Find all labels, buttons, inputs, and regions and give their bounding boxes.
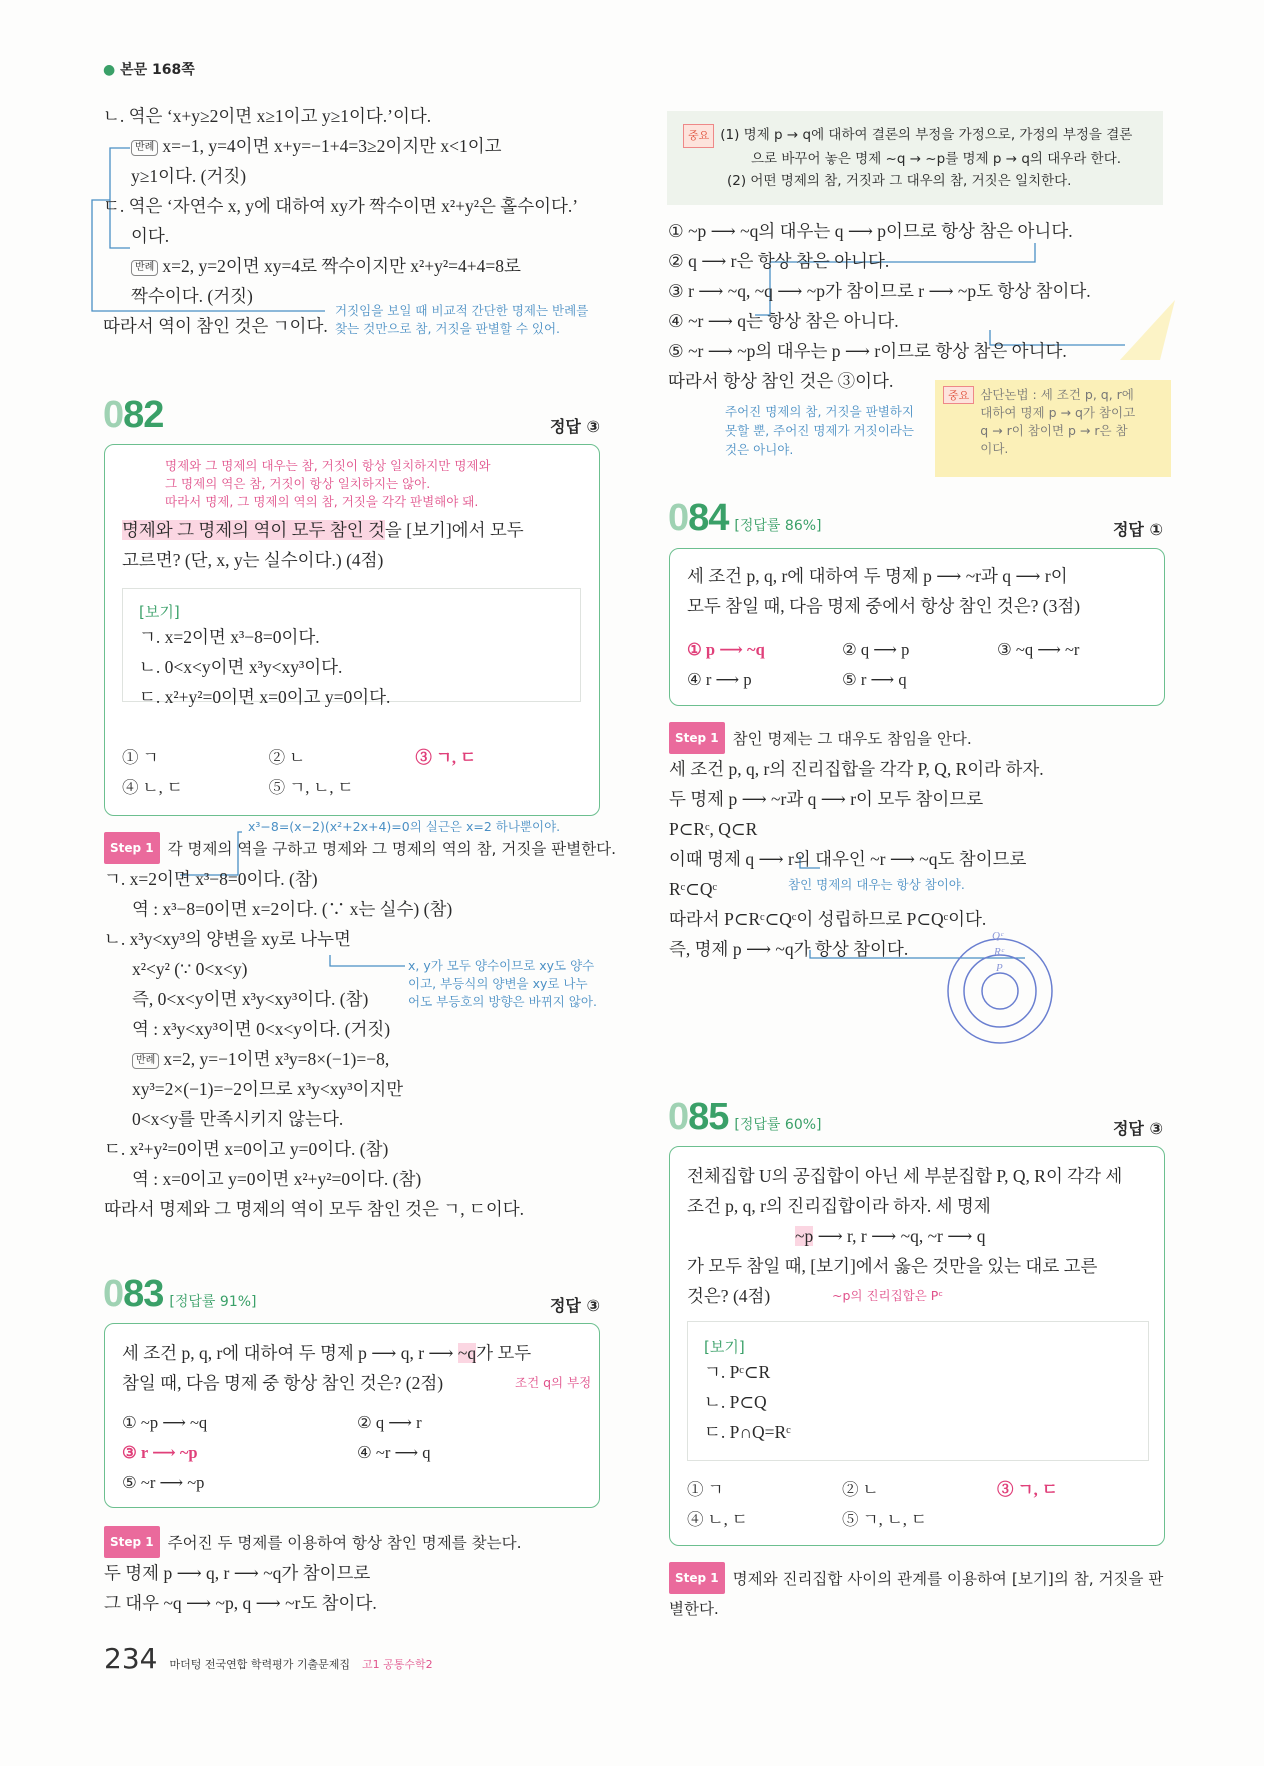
text: 85 — [688, 1096, 729, 1138]
side-note — [408, 957, 597, 1011]
question-text: 참일 때, 다음 명제 중 항상 참인 것은? (2점) — [122, 1373, 444, 1393]
conclusion: 즉, 명제 p ⟶ ~q가 항상 참이다. — [669, 939, 909, 959]
solution-line: 이때 명제 q ⟶ r의 대우인 ~r ⟶ ~q도 참이므로 — [669, 849, 1027, 869]
choice-4[interactable]: ④ ~r ⟶ q — [357, 1443, 431, 1462]
solution-082-cont — [668, 216, 1091, 396]
pink-note: ~p의 진리집합은 Pᶜ — [832, 1288, 943, 1303]
bogi-item: ㄱ. Pᶜ⊂R — [704, 1362, 771, 1382]
choice-5[interactable]: ⑤ r ⟶ q — [842, 670, 907, 689]
text: (1) 명제 p → q에 대하여 결론의 부정을 가정으로, 가정의 부정을 결론 — [720, 127, 1133, 143]
choice-1[interactable]: ① ㄱ — [122, 748, 159, 767]
bogi-box — [122, 588, 581, 707]
choice-1[interactable]: ① ㄱ — [687, 1480, 724, 1499]
text: ~p — [795, 1226, 814, 1246]
text: 따라서 명제, 그 명제의 역의 참, 거짓을 각각 판별해야 돼. — [165, 494, 479, 509]
problem-number — [668, 497, 728, 539]
text: 0 — [103, 394, 124, 436]
pink-note: 조건 q의 부정 — [515, 1375, 592, 1390]
bogi-title: [보기] — [139, 603, 180, 621]
counterexample-tag: 반례 — [131, 260, 158, 276]
problem-083-header — [103, 1273, 600, 1316]
problem-082-box — [104, 444, 600, 816]
bogi-item: ㄴ. 0<x<y이면 x³y<xy³이다. — [139, 657, 343, 677]
choice-3-checked[interactable]: ③ r ⟶ ~p — [122, 1443, 198, 1462]
step-1 — [104, 1526, 522, 1558]
ref-text: 본문 168쪽 — [120, 62, 195, 78]
solution-line: 역 : x=0이고 y=0이면 x²+y²=0이다. (참) — [132, 1169, 422, 1189]
note-line: 거짓임을 보일 때 비교적 간단한 명제는 반례를 — [335, 303, 589, 318]
solution-line: xy³=2×(−1)=−2이므로 x³y<xy³이지만 — [132, 1079, 404, 1099]
question-text: 조건 p, q, r의 진리집합이라 하자. 세 명제 — [687, 1196, 991, 1216]
choice-3-checked[interactable]: ③ ㄱ, ㄷ — [997, 1480, 1058, 1499]
solution-line: 그 대우 ~q ⟶ ~p, q ⟶ ~r도 참이다. — [104, 1593, 377, 1613]
solution-line: 두 명제 p ⟶ ~r과 q ⟶ r이 모두 참이므로 — [669, 789, 984, 809]
step-text: 참인 명제는 그 대우도 참임을 안다. — [732, 730, 972, 748]
text: q → r이 참이면 p → r은 참 — [980, 423, 1128, 438]
question-text — [122, 1338, 531, 1368]
solution-line: 역 : x³−8=0이면 x=2이다. (∵ x는 실수) (참) — [132, 899, 453, 919]
bogi-item: ㄷ. x²+y²=0이면 x=0이고 y=0이다. — [139, 687, 391, 707]
problem-083-box — [104, 1323, 600, 1508]
bogi-title: [보기] — [704, 1338, 745, 1356]
bogi-box — [687, 1321, 1149, 1461]
text: ~q — [457, 1343, 477, 1363]
text: (2) 어떤 명제의 참, 거짓과 그 대우의 참, 거짓은 일치한다. — [727, 173, 1072, 189]
conclusion: 따라서 항상 참인 것은 ③이다. — [668, 371, 894, 391]
step-text: 명제와 진리집합 사이의 관계를 이용하여 [보기]의 참, 거짓을 판 — [732, 1570, 1164, 1588]
choice-5[interactable]: ⑤ ~r ⟶ ~p — [122, 1473, 205, 1492]
text: 0 — [668, 1096, 689, 1138]
conclusion: 따라서 명제와 그 명제의 역이 모두 참인 것은 ㄱ, ㄷ이다. — [104, 1199, 525, 1219]
question-text: 것은? (4점) — [687, 1286, 771, 1306]
choices — [687, 635, 1152, 695]
text: 84 — [688, 497, 729, 539]
circle-icon: ● — [103, 62, 116, 78]
solution-line: 짝수이다. (거짓) — [131, 286, 253, 306]
solution-082 — [104, 864, 524, 1224]
important-tag: 중요 — [683, 124, 714, 148]
question-text: 가 모두 참일 때, [보기]에서 옳은 것만을 있는 대로 고른 — [687, 1256, 1098, 1276]
page-footer — [104, 1642, 433, 1675]
bogi-item: ㄷ. P∩Q=Rᶜ — [704, 1422, 791, 1442]
choice-3[interactable]: ③ ~q ⟶ ~r — [997, 640, 1080, 659]
bogi-item: ㄴ. P⊂Q — [704, 1392, 767, 1412]
problem-082-header — [103, 394, 600, 437]
solution-line: P⊂Rᶜ, Q⊂R — [669, 819, 758, 839]
choice-1[interactable]: ① ~p ⟶ ~q — [122, 1413, 208, 1432]
counterexample-tag: 반례 — [132, 1053, 159, 1069]
choices — [687, 1475, 1152, 1535]
pink-note — [165, 457, 491, 511]
choice-4[interactable]: ④ ㄴ, ㄷ — [687, 1510, 748, 1529]
choices — [122, 743, 562, 803]
text: 이고, 부등식의 양변을 xy로 나누 — [408, 976, 588, 991]
solution-line: ㄱ. x=2이면 x³−8=0이다. (참) — [104, 869, 318, 889]
note-line: 찾는 것만으로 참, 거짓을 판별할 수 있어. — [335, 321, 560, 336]
label-rc: Rᶜ — [994, 946, 1004, 958]
set-diagram — [940, 925, 1060, 1050]
text: 가 모두 — [476, 1343, 532, 1363]
answer-label: 정답 ③ — [1112, 1119, 1163, 1138]
problem-number — [103, 394, 163, 437]
choice-1-checked[interactable]: ① p ⟶ ~q — [687, 640, 765, 659]
text: 주어진 명제의 참, 거짓을 판별하지 — [725, 404, 914, 419]
choice-2[interactable]: ② q ⟶ p — [842, 640, 910, 659]
solution-line: ③ r ⟶ ~q, ~q ⟶ ~p가 참이므로 r ⟶ ~p도 항상 참이다. — [668, 281, 1091, 301]
text: 어도 부등호의 방향은 바뀌지 않아. — [408, 994, 597, 1009]
choice-2[interactable]: ② ㄴ — [842, 1480, 879, 1499]
solution-line: 세 조건 p, q, r의 진리집합을 각각 P, Q, R이라 하자. — [669, 759, 1044, 779]
page-reference — [103, 59, 195, 79]
question-text: 모두 참일 때, 다음 명제 중에서 항상 참인 것은? (3점) — [687, 596, 1081, 616]
text: 이다. — [980, 441, 1009, 456]
text: x=2, y=−1이면 x³y=8×(−1)=−8, — [163, 1049, 390, 1069]
solution-line: Rᶜ⊂Qᶜ — [669, 879, 717, 899]
text: 세 조건 p, q, r에 대하여 두 명제 p ⟶ q, r ⟶ — [122, 1343, 458, 1363]
problem-number — [668, 1096, 728, 1138]
step-1 — [669, 1562, 1163, 1624]
text: 것은 아니야. — [725, 442, 794, 457]
solution-line: 즉, 0<x<y이면 x³y<xy³이다. (참) — [132, 989, 369, 1009]
question-text — [122, 515, 524, 545]
correct-rate: [정답률 91%] — [169, 1294, 257, 1310]
choice-5[interactable]: ⑤ ㄱ, ㄴ, ㄷ — [842, 1510, 927, 1529]
counterexample-tag: 반례 — [131, 140, 158, 156]
text: 82 — [123, 394, 164, 436]
step-1 — [104, 832, 616, 864]
conclusion: 따라서 역이 참인 것은 ㄱ이다. — [103, 316, 328, 336]
side-note — [335, 302, 588, 338]
step-1 — [669, 722, 972, 754]
text: 삼단논법 : 세 조건 p, q, r에 — [980, 387, 1134, 402]
book-title: 마더텅 전국연합 학력평가 기출문제집 — [169, 1658, 350, 1671]
problem-085-header — [668, 1096, 1163, 1139]
text: 을 [보기]에서 모두 — [384, 520, 524, 540]
correct-rate: [정답률 86%] — [734, 518, 822, 534]
solution-line: 역 : x³y<xy³이면 0<x<y이다. (거짓) — [132, 1019, 391, 1039]
page-number: 234 — [104, 1642, 158, 1675]
step-badge: Step 1 — [669, 722, 725, 754]
step-badge: Step 1 — [104, 1526, 160, 1558]
answer-label: 정답 ③ — [549, 417, 600, 436]
text: 으로 바꾸어 놓은 명제 ~q → ~p를 명제 p → q의 대우라 한다. — [751, 151, 1122, 167]
solution-line: ㄴ. 역은 ‘x+y≥2이면 x≥1이고 y≥1이다.’이다. — [103, 106, 432, 126]
solution-line: x=−1, y=4이면 x+y=−1+4=3≥2이지만 x<1이고 — [162, 136, 502, 156]
solution-line: ① ~p ⟶ ~q의 대우는 q ⟶ p이므로 항상 참은 아니다. — [668, 221, 1073, 241]
solution-line: x²<y² (∵ 0<x<y) — [132, 959, 248, 979]
text: 0 — [103, 1273, 124, 1315]
important-tag: 중요 — [943, 386, 974, 404]
question-text: 고르면? (단, x, y는 실수이다.) (4점) — [122, 550, 384, 570]
step-badge: Step 1 — [104, 832, 160, 864]
solution-line: ④ ~r ⟶ q는 항상 참은 아니다. — [668, 311, 899, 331]
bogi-item: ㄱ. x=2이면 x³−8=0이다. — [139, 627, 320, 647]
step-text: 각 명제의 역을 구하고 명제와 그 명제의 역의 참, 거짓을 판별한다. — [167, 840, 617, 858]
text: ⟶ r, r ⟶ ~q, ~r ⟶ q — [813, 1226, 986, 1246]
syllogism-note — [935, 380, 1171, 477]
text: 못할 뿐, 주어진 명제가 거짓이라는 — [725, 423, 914, 438]
solution-line: 0<x<y를 만족시키지 않는다. — [132, 1109, 344, 1129]
side-note: x³−8=(x−2)(x²+2x+4)=0의 실근은 x=2 하나뿐이야. — [248, 819, 561, 834]
correct-rate: [정답률 60%] — [734, 1117, 822, 1133]
problem-085-box — [669, 1146, 1165, 1546]
solution-083 — [104, 1558, 377, 1618]
choice-2[interactable]: ② ㄴ — [268, 748, 306, 767]
choice-4[interactable]: ④ ㄴ, ㄷ — [122, 778, 183, 797]
step-badge: Step 1 — [669, 1562, 725, 1594]
question-text: 세 조건 p, q, r에 대하여 두 명제 p ⟶ ~r과 q ⟶ r이 — [687, 566, 1068, 586]
text: 대하여 명제 p → q가 참이고 — [980, 405, 1136, 420]
step-text: 주어진 두 명제를 이용하여 항상 참인 명제를 찾는다. — [167, 1534, 522, 1552]
solution-line: 두 명제 p ⟶ q, r ⟶ ~q가 참이므로 — [104, 1563, 371, 1583]
side-note — [725, 402, 914, 459]
solution-line: 이다. — [131, 226, 170, 246]
answer-label: 정답 ① — [1112, 520, 1163, 539]
text: 명제와 그 명제의 대우는 참, 거짓이 항상 일치하지만 명제와 — [165, 458, 491, 473]
problem-084-box — [669, 548, 1165, 706]
problem-number — [103, 1273, 163, 1315]
text: 그 명제의 역은 참, 거짓이 항상 일치하지는 않아. — [165, 476, 431, 491]
choices — [122, 1408, 592, 1498]
subject: 고1 공통수학2 — [361, 1658, 433, 1671]
solution-line: y≥1이다. (거짓) — [131, 166, 247, 186]
solution-line: ⑤ ~r ⟶ ~p의 대우는 p ⟶ r이므로 항상 참은 아니다. — [668, 341, 1067, 361]
text: 0 — [668, 497, 689, 539]
label-p: P — [996, 962, 1003, 974]
solution-line: x=2, y=2이면 xy=4로 짝수이지만 x²+y²=4+4=8로 — [162, 256, 521, 276]
answer-label: 정답 ③ — [549, 1296, 600, 1315]
choice-4[interactable]: ④ r ⟶ p — [687, 670, 752, 689]
solution-line: ㄴ. x³y<xy³의 양변을 xy로 나누면 — [104, 929, 351, 949]
important-box — [667, 111, 1163, 205]
choice-3-checked[interactable]: ③ ㄱ, ㄷ — [415, 748, 477, 767]
solution-line: ② q ⟶ r은 항상 참은 아니다. — [668, 251, 890, 271]
label-qc: Qᶜ — [992, 930, 1003, 942]
text: 명제와 그 명제의 역이 모두 참인 것 — [122, 520, 385, 540]
problem-084-header — [668, 497, 1163, 540]
text: x, y가 모두 양수이므로 xy도 양수 — [408, 958, 595, 973]
solution-line: ㄷ. 역은 ‘자연수 x, y에 대하여 xy가 짝수이면 x²+y²은 홀수이다.’ — [103, 196, 579, 216]
side-note: 참인 명제의 대우는 항상 참이야. — [788, 877, 965, 892]
question-formula — [795, 1221, 985, 1251]
solution-line: ㄷ. x²+y²=0이면 x=0이고 y=0이다. (참) — [104, 1139, 389, 1159]
step-text: 별한다. — [669, 1600, 719, 1618]
text: 83 — [123, 1273, 164, 1315]
solution-line: 따라서 P⊂Rᶜ⊂Qᶜ이 성립하므로 P⊂Qᶜ이다. — [669, 909, 987, 929]
question-text: 전체집합 U의 공집합이 아닌 세 부분집합 P, Q, R이 각각 세 — [687, 1166, 1123, 1186]
choice-2[interactable]: ② q ⟶ r — [357, 1413, 422, 1432]
inner-circle — [982, 973, 1018, 1009]
choice-5[interactable]: ⑤ ㄱ, ㄴ, ㄷ — [268, 778, 354, 797]
